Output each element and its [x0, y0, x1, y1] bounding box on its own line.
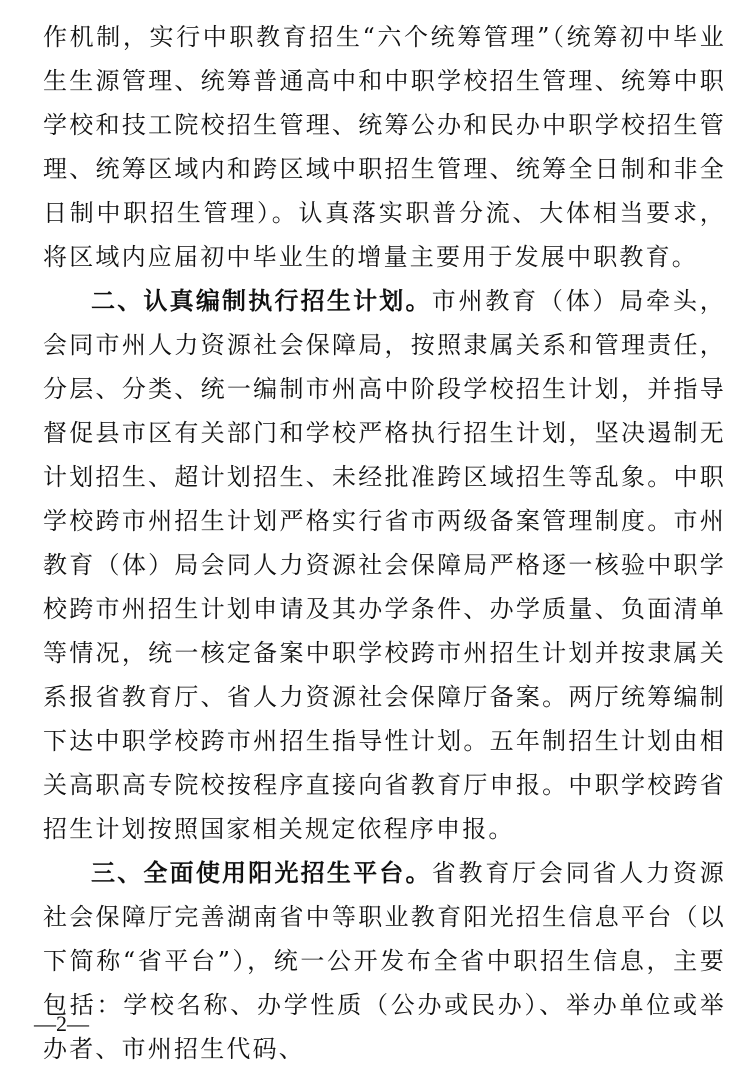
section-text-3: 省教育厅会同省人力资源社会保障厅完善湖南省中等职业教育阳光招生信息平台（以下简称“省平台”），统一公开发布全省中职招生信息，主要包括：学校名称、办学性质（公办或民办）、举办单位或举办者、市州招生代码、 — [43, 859, 726, 1063]
section-heading-3: 三、全面使用阳光招生平台。 — [91, 859, 432, 887]
paragraph-text: 作机制，实行中职教育招生“六个统筹管理”（统筹初中毕业生生源管理、统筹普通高中和中职学校招生管理、统筹中职学校和技工院校招生管理、统筹公办和民办中职学校招生管理、统筹区域内和跨区域中职招生管理、统筹全日制和非全日制中职招生管理）。认真落实职普分流、大体相当要求，将区域内应届初中毕业生的增量主要用于发展中职教育。 — [43, 23, 726, 271]
paragraph-section-3 — [43, 851, 726, 1071]
document-body — [43, 15, 726, 1071]
section-text-2: 市州教育（体）局牵头，会同市州人力资源社会保障局，按照隶属关系和管理责任，分层、分类、统一编制市州高中阶段学校招生计划，并指导督促县市区有关部门和学校严格执行招生计划，坚决遏制无计划招生、超计划招生、未经批准跨区域招生等乱象。中职学校跨市州招生计划严格实行省市两级备案管理制度。市州教育（体）局会同人力资源社会保障局严格逐一核验中职学校跨市州招生计划申请及其办学条件、办学质量、负面清单等情况，统一核定备案中职学校跨市州招生计划并按隶属关系报省教育厅、省人力资源社会保障厅备案。两厅统筹编制下达中职学校跨市州招生指导性计划。五年制招生计划由相关高职高专院校按程序直接向省教育厅申报。中职学校跨省招生计划按照国家相关规定依程序申报。 — [43, 287, 726, 843]
page-number: —2— — [34, 1011, 89, 1036]
section-heading-2: 二、认真编制执行招生计划。 — [91, 287, 432, 315]
paragraph-continuation — [43, 15, 726, 279]
paragraph-section-2 — [43, 279, 726, 851]
